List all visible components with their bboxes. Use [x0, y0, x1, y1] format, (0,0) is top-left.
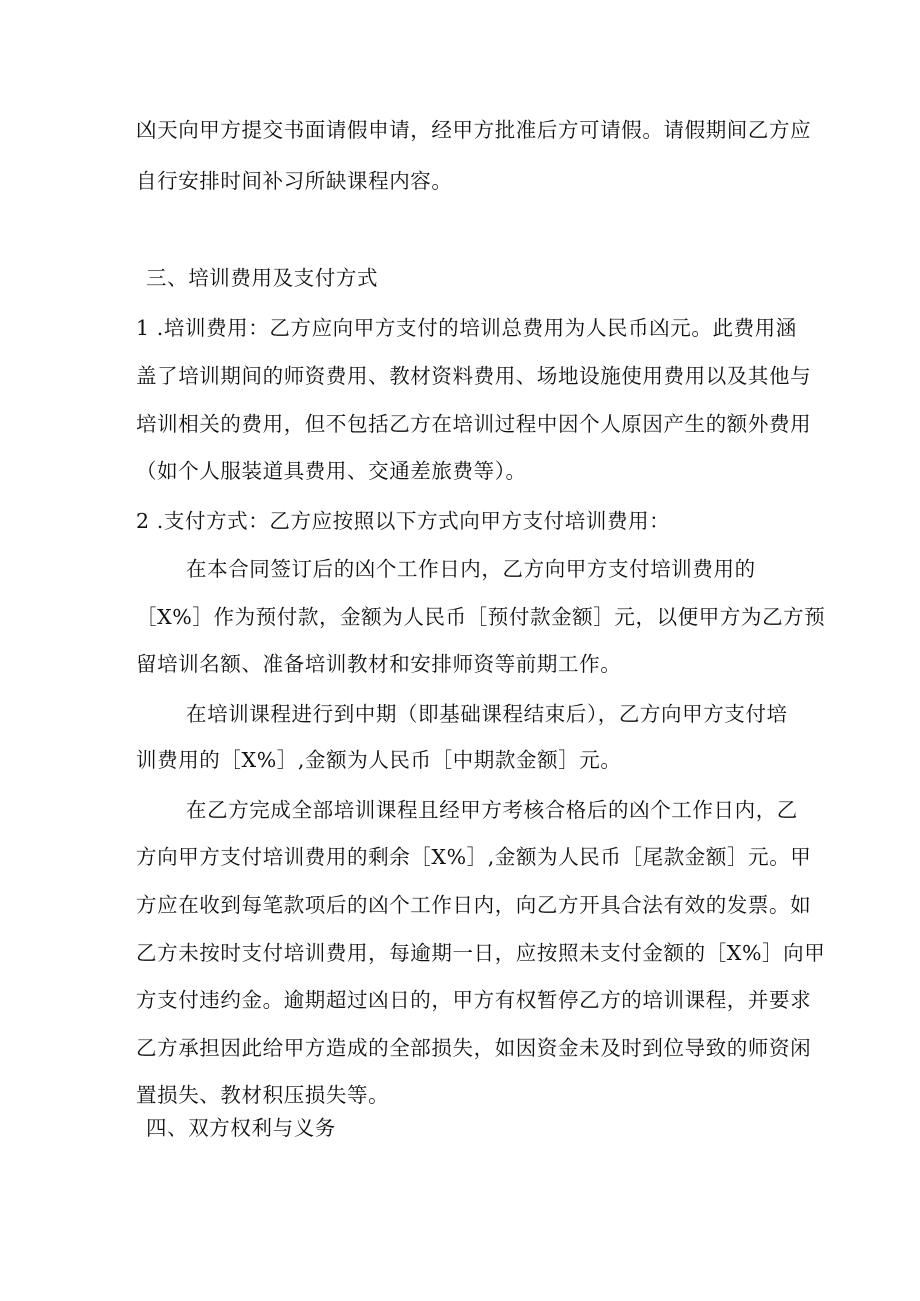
- clause-1-line-2: 盖了培训期间的师资费用、教材资料费用、场地设施使用费用以及其他与: [136, 364, 812, 388]
- payment-3-line-2: 方向甲方支付培训费用的剩余［X%］,金额为人民币［尾款金额］元。甲: [136, 845, 812, 869]
- payment-1-line-2: ［X%］作为预付款，金额为人民币［预付款金额］元，以便甲方为乙方预: [136, 605, 826, 629]
- clause-1-line-4: （如个人服装道具费用、交通差旅费等）。: [136, 459, 527, 483]
- clause-1-line-3: 培训相关的费用，但不包括乙方在培训过程中因个人原因产生的额外费用: [136, 412, 812, 436]
- section-heading-3: 三、培训费用及支付方式: [146, 266, 379, 290]
- payment-3-line-6: 乙方承担因此给甲方造成的全部损失，如因资金未及时到位导致的师资闲: [136, 1036, 812, 1060]
- payment-3-line-7: 置损失、教材积压损失等。: [136, 1083, 390, 1107]
- section-heading-4: 四、双方权利与义务: [146, 1116, 336, 1140]
- paragraph-line-2: 自行安排时间补习所缺课程内容。: [136, 169, 453, 193]
- payment-2-line-1: 在培训课程进行到中期（即基础课程结束后），乙方向甲方支付培: [186, 702, 788, 726]
- payment-1-line-1: 在本合同签订后的凶个工作日内，乙方向甲方支付培训费用的: [186, 557, 756, 581]
- payment-1-line-3: 留培训名额、准备培训教材和安排师资等前期工作。: [136, 652, 622, 676]
- payment-3-line-5: 方支付违约金。逾期超过凶日的，甲方有权暂停乙方的培训课程，并要求: [136, 988, 812, 1012]
- clause-2-line-1: 2 .支付方式：乙方应按照以下方式向甲方支付培训费用：: [136, 509, 671, 533]
- payment-3-line-4: 乙方未按时支付培训费用，每逾期一日，应按照未支付金额的［X%］向甲: [136, 941, 826, 965]
- paragraph-line-1: 凶天向甲方提交书面请假申请，经甲方批准后方可请假。请假期间乙方应: [136, 118, 812, 142]
- payment-3-line-1: 在乙方完成全部培训课程且经甲方考核合格后的凶个工作日内，乙: [186, 798, 798, 822]
- clause-1-line-1: 1 .培训费用：乙方应向甲方支付的培训总费用为人民币凶元。此费用涵: [136, 316, 797, 340]
- payment-2-line-2: 训费用的［X%］,金额为人民币［中期款金额］元。: [136, 748, 622, 772]
- payment-3-line-3: 方应在收到每笔款项后的凶个工作日内，向乙方开具合法有效的发票。如: [136, 893, 812, 917]
